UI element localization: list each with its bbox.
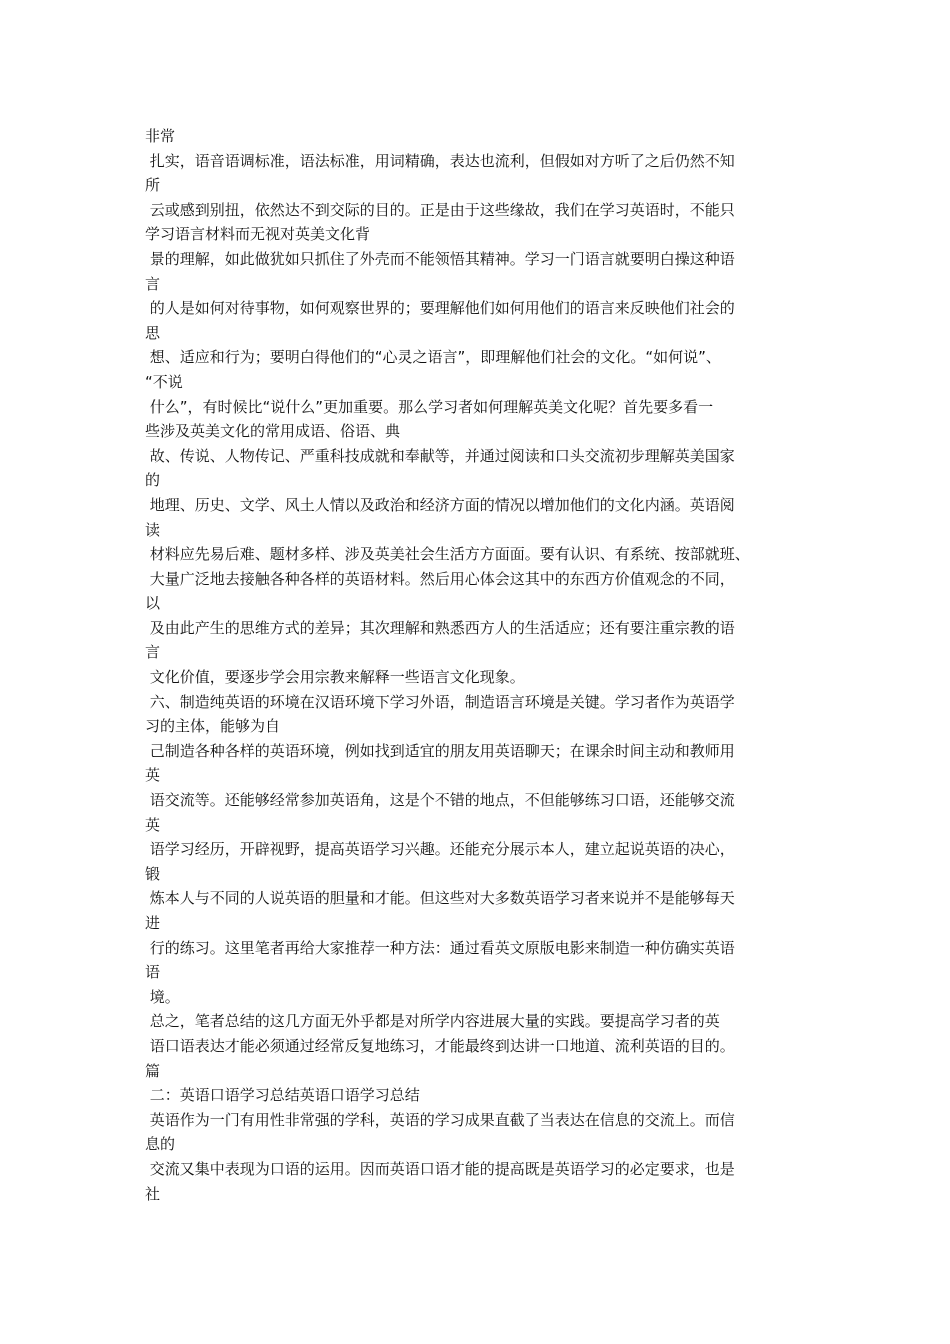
text-line: 言 [145, 274, 161, 293]
text-line: 非常 [145, 127, 176, 145]
text-line: 些涉及英美文化的常用成语、俗语、典 [145, 422, 401, 441]
text-line: 以 [145, 594, 161, 613]
text-line: 读 [145, 520, 161, 539]
text-line: 大量广泛地去接触各种各样的英语材料。然后用心体会这其中的东西方价值观念的不同， [145, 569, 735, 588]
text-line: 言 [145, 643, 161, 662]
text-line: 想、适应和行为；要明白得他们的“心灵之语言”，即理解他们社会的文化。“如何说”、 [145, 348, 721, 367]
text-line: 地理、历史、文学、风土人情以及政治和经济方面的情况以增加他们的文化内涵。英语阅 [145, 495, 735, 514]
text-line: 语学习经历，开辟视野，提高英语学习兴趣。还能充分展示本人，建立起说英语的决心， [145, 840, 735, 859]
text-line: 的人是如何对待事物，如何观察世界的；要理解他们如何用他们的语言来反映他们社会的 [145, 299, 735, 318]
text-line: 境。 [145, 987, 180, 1006]
text-line: 语口语表达才能必须通过经常反复地练习，才能最终到达讲一口地道、流利英语的目的。 [145, 1036, 735, 1055]
text-line: 炼本人与不同的人说英语的胆量和才能。但这些对大多数英语学习者来说并不是能够每天 [145, 889, 735, 908]
text-line: 己制造各种各样的英语环境，例如找到适宜的朋友用英语聊天；在课余时间主动和教师用 [145, 741, 735, 760]
text-line: 息的 [145, 1135, 176, 1154]
text-line: 行的练习。这里笔者再给大家推荐一种方法：通过看英文原版电影来制造一种仿确实英语 [145, 938, 735, 957]
text-line: 什么”，有时候比“说什么”更加重要。那么学习者如何理解英美文化呢？首先要多看一 [145, 397, 714, 416]
text-line: 故、传说、人物传记、严重科技成就和奉献等，并通过阅读和口头交流初步理解英美国家 [145, 446, 735, 465]
document-body [145, 124, 825, 1206]
text-line: 六、制造纯英语的环境在汉语环境下学习外语，制造语言环境是关键。学习者作为英语学 [145, 692, 735, 711]
text-line: 语 [145, 963, 161, 982]
text-line: 交流又集中表现为口语的运用。因而英语口语才能的提高既是英语学习的必定要求，也是 [145, 1159, 735, 1178]
text-line: 材料应先易后难、题材多样、涉及英美社会生活方方面面。要有认识、有系统、按部就班、 [145, 545, 750, 564]
text-line: 英 [145, 815, 161, 834]
text-line: 思 [145, 323, 161, 342]
text-line: 英 [145, 766, 161, 785]
text-line: 及由此产生的思维方式的差异；其次理解和熟悉西方人的生活适应；还有要注重宗教的语 [145, 618, 735, 637]
text-line: “不说 [145, 372, 183, 391]
text-line: 文化价值，要逐步学会用宗教来解释一些语言文化现象。 [145, 668, 525, 687]
text-line: 学习语言材料而无视对英美文化背 [145, 225, 371, 244]
text-line: 扎实，语音语调标准，语法标准，用词精确，表达也流利，但假如对方听了之后仍然不知 [145, 151, 735, 170]
text-line: 锻 [145, 864, 161, 883]
text-line: 云或感到别扭，依然达不到交际的目的。正是由于这些缘故，我们在学习英语时，不能只 [145, 200, 735, 219]
text-line: 总之，笔者总结的这几方面无外乎都是对所学内容进展大量的实践。要提高学习者的英 [145, 1012, 720, 1031]
text-line: 篇 [145, 1061, 161, 1080]
text-line: 景的理解，如此做犹如只抓住了外壳而不能领悟其精神。学习一门语言就要明白操这种语 [145, 249, 735, 268]
text-line: 的 [145, 471, 161, 490]
text-line: 社 [145, 1184, 161, 1203]
text-line: 英语作为一门有用性非常强的学科，英语的学习成果直截了当表达在信息的交流上。而信 [145, 1110, 735, 1129]
text-line: 语交流等。还能够经常参加英语角，这是个不错的地点，不但能够练习口语，还能够交流 [145, 791, 735, 810]
text-line: 进 [145, 914, 161, 932]
text-line: 习的主体，能够为自 [145, 717, 281, 736]
text-line: 二：英语口语学习总结英语口语学习总结 [145, 1086, 420, 1105]
text-line: 所 [145, 176, 161, 195]
